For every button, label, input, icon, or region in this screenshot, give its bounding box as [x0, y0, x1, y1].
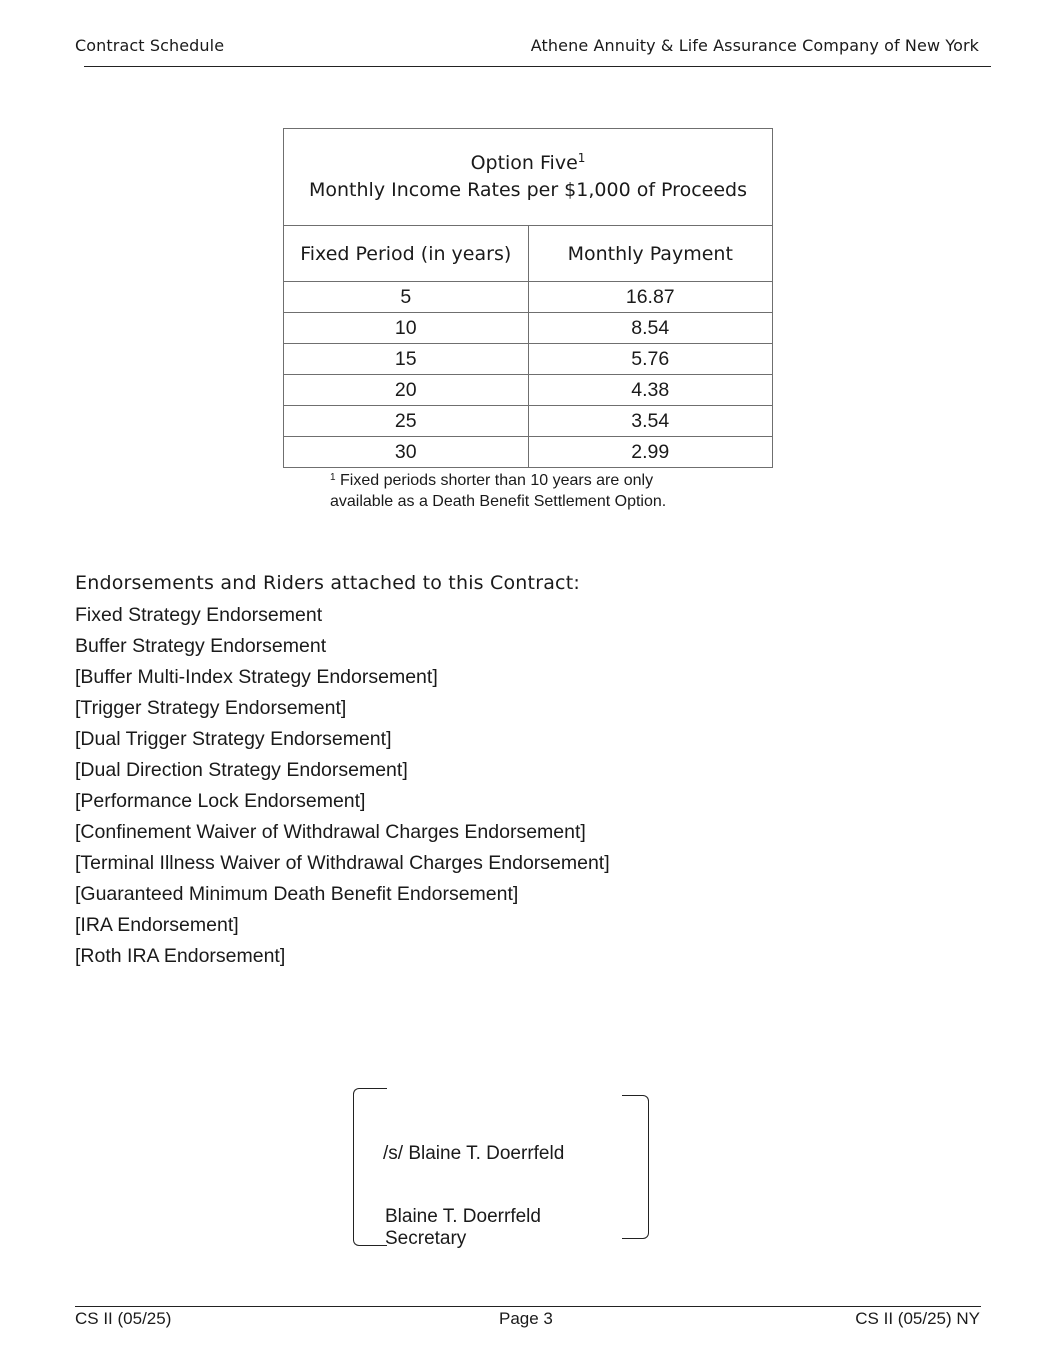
footnote-line-1: Fixed periods shorter than 10 years are only [340, 472, 654, 489]
payment-cell: 16.87 [528, 282, 773, 313]
period-cell: 20 [284, 375, 529, 406]
payment-cell: 3.54 [528, 406, 773, 437]
payment-cell: 2.99 [528, 437, 773, 468]
list-item: [Performance Lock Endorsement] [75, 790, 366, 812]
table-row [284, 344, 773, 375]
title-footnote-marker: 1 [577, 151, 586, 165]
footer-form-number: CS II (05/25) [75, 1309, 172, 1328]
table-row [284, 313, 773, 344]
header-divider [84, 66, 991, 67]
table-row [284, 406, 773, 437]
table-row [284, 437, 773, 468]
table-title-row [284, 129, 773, 226]
period-cell: 15 [284, 344, 529, 375]
footer-divider [75, 1306, 981, 1307]
footer-form-number-ny: CS II (05/25) NY [855, 1309, 980, 1328]
period-cell: 25 [284, 406, 529, 437]
payment-cell: 8.54 [528, 313, 773, 344]
list-item: Buffer Strategy Endorsement [75, 635, 327, 657]
table-subtitle: Monthly Income Rates per $1,000 of Proceeds [309, 179, 747, 201]
table-row [284, 375, 773, 406]
payment-cell: 5.76 [528, 344, 773, 375]
footer-page-number: Page 3 [499, 1309, 553, 1328]
footnote-marker: 1 [330, 472, 336, 483]
period-cell: 5 [284, 282, 529, 313]
header-left-title: Contract Schedule [75, 36, 225, 55]
list-item: [Roth IRA Endorsement] [75, 945, 286, 967]
list-item: [Dual Trigger Strategy Endorsement] [75, 728, 392, 750]
column-header-period: Fixed Period (in years) [284, 226, 529, 282]
list-item: [Trigger Strategy Endorsement] [75, 697, 347, 719]
endorsements-list [75, 603, 610, 975]
signatory-name: Blaine T. Doerrfeld [385, 1206, 541, 1227]
table-title-cell [284, 129, 773, 226]
signatory-title: Secretary [385, 1228, 467, 1249]
column-header-payment: Monthly Payment [528, 226, 773, 282]
period-cell: 10 [284, 313, 529, 344]
list-item: [IRA Endorsement] [75, 914, 239, 936]
header-company-name: Athene Annuity & Life Assurance Company of New York [530, 36, 979, 55]
list-item: [Dual Direction Strategy Endorsement] [75, 759, 408, 781]
footnote-line-2: available as a Death Benefit Settlement Option. [330, 493, 667, 510]
table-footnote [330, 470, 666, 512]
list-item: Fixed Strategy Endorsement [75, 604, 323, 626]
list-item: [Terminal Illness Waiver of Withdrawal Charges Endorsement] [75, 852, 610, 874]
list-item: [Buffer Multi-Index Strategy Endorsement] [75, 666, 438, 688]
signature-bracket-left [353, 1088, 387, 1246]
list-item: [Confinement Waiver of Withdrawal Charges Endorsement] [75, 821, 586, 843]
period-cell: 30 [284, 437, 529, 468]
table-header-row [284, 226, 773, 282]
endorsements-heading: Endorsements and Riders attached to this Contract: [75, 572, 580, 594]
table-title: Option Five [470, 152, 578, 174]
signature-line: /s/ Blaine T. Doerrfeld [383, 1143, 565, 1164]
income-rates-table [283, 128, 773, 468]
payment-cell: 4.38 [528, 375, 773, 406]
list-item: [Guaranteed Minimum Death Benefit Endorsement] [75, 883, 519, 905]
signature-bracket-right [622, 1095, 649, 1239]
table-row [284, 282, 773, 313]
